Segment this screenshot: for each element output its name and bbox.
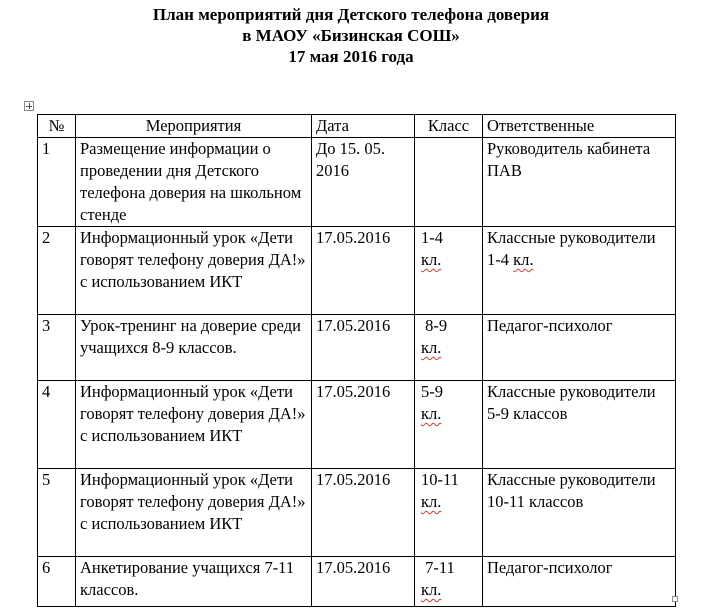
cell-event: Информационный урок «Дети говорят телефону доверия ДА!» с использованием ИКТ xyxy=(76,381,312,469)
class-value: 10-11 xyxy=(421,470,459,489)
table-row xyxy=(38,469,676,557)
responsible-text: Классные руководители 1-4 кл. xyxy=(487,228,656,269)
cell-event: Анкетирование учащихся 7-11 классов. xyxy=(76,557,312,607)
class-unit: кл. xyxy=(421,580,442,599)
title-line-3: 17 мая 2016 года xyxy=(288,47,414,66)
class-value: 1-4 xyxy=(421,228,443,247)
cell-responsible: Педагог-психолог xyxy=(483,315,676,381)
table-row xyxy=(38,557,676,607)
cell-responsible: Руководитель кабинета ПАВ xyxy=(483,138,676,227)
header-event: Мероприятия xyxy=(76,115,312,138)
title-line-1: План мероприятий дня Детского телефона доверия xyxy=(152,5,550,24)
cell-class xyxy=(415,227,483,315)
table-row xyxy=(38,315,676,381)
class-unit: кл. xyxy=(421,404,442,423)
cell-responsible: Педагог-психолог xyxy=(483,557,676,607)
cell-event: Информационный урок «Дети говорят телефону доверия ДА!» с использованием ИКТ xyxy=(76,469,312,557)
cell-number: 1 xyxy=(38,138,76,227)
class-value: 8-9 xyxy=(421,316,448,335)
cell-responsible: Классные руководители 10-11 классов xyxy=(483,469,676,557)
table-row xyxy=(38,227,676,315)
table-resize-handle-icon[interactable] xyxy=(672,596,678,602)
cell-class xyxy=(415,315,483,381)
class-unit: кл. xyxy=(421,492,442,511)
cell-date: 17.05.2016 xyxy=(312,227,415,315)
table-move-handle-icon[interactable] xyxy=(24,101,34,111)
cell-number: 3 xyxy=(38,315,76,381)
cell-event: Размещение информации о проведении дня Детского телефона доверия на школьном стенде xyxy=(76,138,312,227)
table-header-row xyxy=(38,115,676,138)
table-row xyxy=(38,138,676,227)
cell-class xyxy=(415,557,483,607)
cell-class xyxy=(415,138,483,227)
cell-date: 17.05.2016 xyxy=(312,557,415,607)
header-date: Дата xyxy=(312,115,415,138)
document-title xyxy=(0,4,702,67)
events-table xyxy=(37,114,676,607)
cell-date: 17.05.2016 xyxy=(312,315,415,381)
cell-number: 4 xyxy=(38,381,76,469)
header-number: № xyxy=(38,115,76,138)
cell-number: 6 xyxy=(38,557,76,607)
cell-event: Информационный урок «Дети говорят телефону доверия ДА!» с использованием ИКТ xyxy=(76,227,312,315)
cell-event: Урок-тренинг на доверие среди учащихся 8-9 классов. xyxy=(76,315,312,381)
class-unit: кл. xyxy=(421,250,442,269)
cell-number: 5 xyxy=(38,469,76,557)
cell-date: 17.05.2016 xyxy=(312,469,415,557)
title-line-2: в МАОУ «Бизинская СОШ» xyxy=(242,26,460,45)
class-unit: кл. xyxy=(421,338,442,357)
class-value: 5-9 xyxy=(421,382,443,401)
table-row xyxy=(38,381,676,469)
class-value: 7-11 xyxy=(421,558,455,577)
cell-class xyxy=(415,381,483,469)
cell-number: 2 xyxy=(38,227,76,315)
cell-date: 17.05.2016 xyxy=(312,381,415,469)
header-responsible: Ответственные xyxy=(483,115,676,138)
cell-responsible: Классные руководители 5-9 классов xyxy=(483,381,676,469)
spellcheck-word: кл. xyxy=(513,250,534,269)
cell-class xyxy=(415,469,483,557)
cell-date: До 15. 05. 2016 xyxy=(312,138,415,227)
cell-responsible xyxy=(483,227,676,315)
header-class: Класс xyxy=(415,115,483,138)
